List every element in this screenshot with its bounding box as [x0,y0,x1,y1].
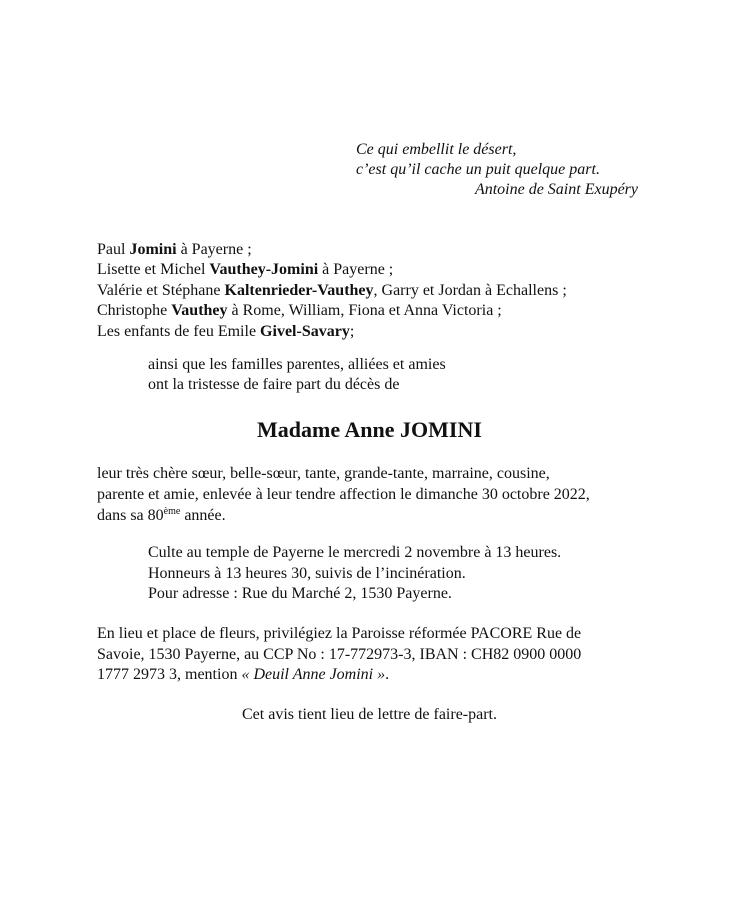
family-line: Les enfants de feu Emile Givel-Savary; [97,322,355,340]
deceased-name: Madame Anne JOMINI [257,417,482,442]
donation-line: En lieu et place de fleurs, privilégiez la Paroisse réformée PACORE Rue de [97,625,582,642]
donation-line: Savoie, 1530 Payerne, au CCP No : 17-772973-3, IBAN : CH82 0900 0000 [97,645,582,663]
quote-line: Ce qui embellit le désert, [356,141,517,158]
description-line: leur très chère sœur, belle-sœur, tante, grande-tante, marraine, cousine, [97,465,550,482]
ceremony-line: Culte au temple de Payerne le mercredi 2 novembre à 13 heures. [148,544,562,561]
family-surname: Vauthey [171,302,228,320]
description-line: parente et amie, enlevée à leur tendre affection le dimanche 30 octobre 2022, [97,486,590,503]
family-line: Lisette et Michel Vauthey-Jomini à Payerne ; [97,261,394,279]
quote-author: Antoine de Saint Exupéry [474,181,638,198]
intro-line: ont la tristesse de faire part du décès de [148,376,400,393]
family-surname: Vauthey-Jomini [209,261,319,279]
deceased-description [97,463,590,526]
family-line: Valérie et Stéphane Kaltenrieder-Vauthey, Garry et Jordan à Echallens ; [97,281,567,299]
donation-mention: « Deuil Anne Jomini » [241,666,386,683]
donation-notice [97,624,581,686]
family-surname: Givel-Savary [260,322,350,340]
family-list [97,240,567,342]
intro-line: ainsi que les familles parentes, alliées et amies [148,356,446,373]
epigraph-quote [356,140,646,200]
ordinal-superscript: ème [163,506,181,517]
ceremony-line: Honneurs à 13 heures 30, suivis de l’incinération. [148,564,466,582]
announcement-intro [148,355,446,395]
family-line: Christophe Vauthey à Rome, William, Fiona et Anna Victoria ; [97,302,502,320]
donation-line: 1777 2973 3, mention « Deuil Anne Jomini ». [97,666,390,683]
closing-note: Cet avis tient lieu de lettre de faire-part. [242,706,497,723]
quote-line: c’est qu’il cache un puit quelque part. [356,161,600,178]
ceremony-line: Pour adresse : Rue du Marché 2, 1530 Payerne. [148,585,452,602]
description-line: dans sa 80ème année. [97,506,226,524]
family-surname: Kaltenrieder-Vauthey [224,281,374,299]
family-line: Paul Jomini à Payerne ; [97,241,252,258]
ceremony-details [148,543,561,605]
family-surname: Jomini [129,241,177,258]
